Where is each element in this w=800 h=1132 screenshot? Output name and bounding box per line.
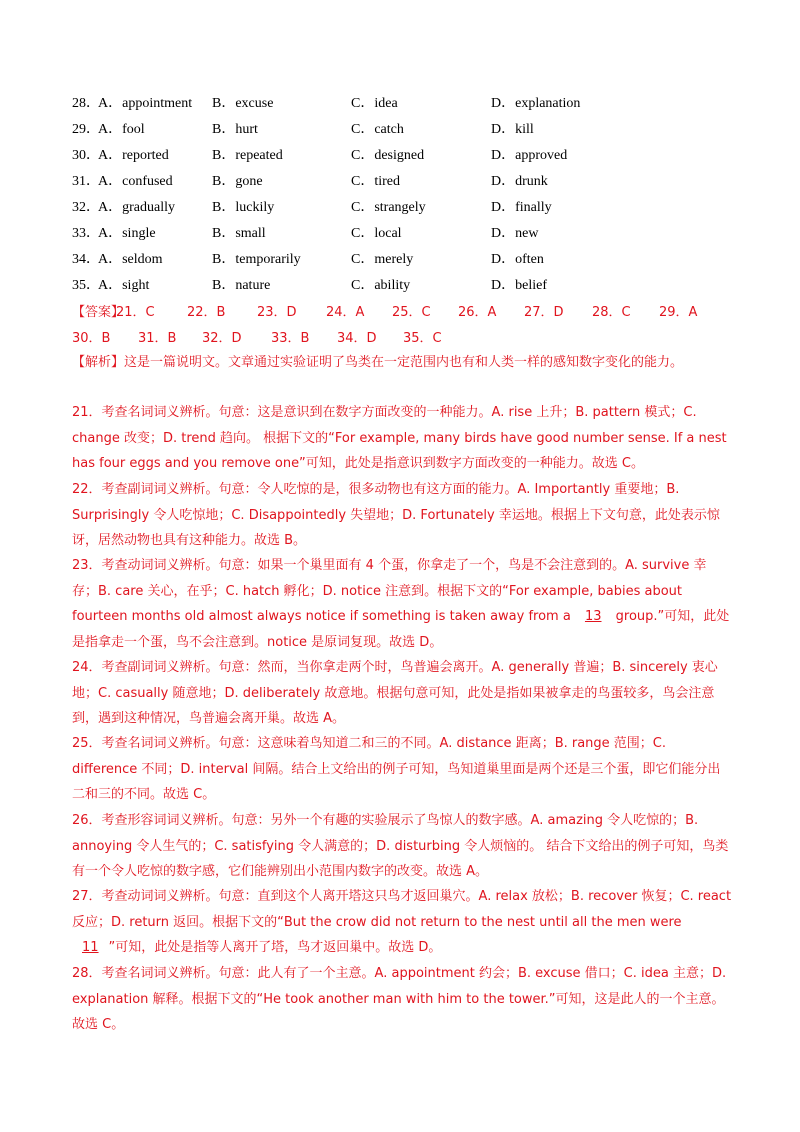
option-c: C．idea [351,96,398,111]
option-b: B．hurt [212,122,258,137]
question-row-29 [72,119,732,145]
option-b: B．excuse [212,96,274,111]
option-d: D．new [491,226,539,241]
explanation-21: 21．考查名词词义辨析。句意：这是意识到在数字方面改变的一种能力。A. rise 上升；B. pattern 模式；C. change 改变；D. trend 趋向。 根据下文的“For example, many birds have good number sense. If a nest has four eggs and you remove one”可知，此处是指意识到数字方面改变的一种能力。故选 C。 [72,405,727,471]
option-a: A．gradually [98,200,175,215]
option-a: A．single [98,226,156,241]
explanation-23-text: 23．考查动词词义辨析。句意：如果一个巢里面有 4 个蛋，你拿走了一个，鸟是不会注意到的。A. survive 幸存；B. care 关心，在乎；C. hatch 孵化；D. notice 注意到。根据下文的“For example, babies about fourteen months old almost always notice if something is taken away from a [72,558,707,624]
option-b: B．nature [212,278,271,293]
option-a: A．appointment [98,96,193,111]
answer-item: 24．A [326,305,365,320]
answer-item: 27．D [524,305,564,320]
option-c: C．ability [351,278,411,293]
question-row-31 [72,171,732,197]
question-row-32 [72,197,732,223]
question-row-34 [72,249,732,275]
answer-item: 23．D [257,305,297,320]
option-a: A．seldom [98,252,163,267]
analysis-label: 【解析】 [72,355,125,370]
question-number: 34． [72,252,100,267]
question-row-30 [72,145,732,171]
question-number: 28． [72,96,100,111]
answer-item: 26．A [458,305,497,320]
question-row-33 [72,223,732,249]
option-a: A．confused [98,174,173,189]
option-d: D．drunk [491,174,548,189]
option-c: C．local [351,226,402,241]
answer-item: 31．B [138,331,177,346]
option-d: D．explanation [491,96,581,111]
explanation-26: 26．考查形容词词义辨析。句意：另外一个有趣的实验展示了鸟惊人的数字感。A. amazing 令人吃惊的；B. annoying 令人生气的；C. satisfying 令人满意的；D. disturbing 令人烦恼的。 结合下文给出的例子可知，鸟类有一个令人吃惊的数字感，它们能辨别出小范围内数字的改变。故选 A。 [72,813,729,879]
option-a: A．sight [98,278,150,293]
option-d: D．kill [491,122,534,137]
option-c: C．catch [351,122,404,137]
option-b: B．temporarily [212,252,301,267]
option-d: D．often [491,252,544,267]
answer-item: 28．C [592,305,631,320]
answer-item: 34．D [337,331,377,346]
question-number: 31． [72,174,100,189]
analysis-intro-text: 这是一篇说明文。文章通过实验证明了鸟类在一定范围内也有和人类一样的感知数字变化的能力。 [124,355,684,370]
option-c: C．strangely [351,200,426,215]
option-c: C．tired [351,174,400,189]
question-number: 33． [72,226,100,241]
answer-item: 29．A [659,305,698,320]
explanation-28: 28．考查名词词义辨析。句意：此人有了一个主意。A. appointment 约会；B. excuse 借口；C. idea 主意；D. explanation 解释。根据下文的“He took another man with him to the tower.”可知，这是此人的一个主意。故选 C。 [72,966,727,1032]
option-b: B．small [212,226,266,241]
option-b: B．gone [212,174,263,189]
answer-item: 35．C [403,331,442,346]
question-number: 35． [72,278,100,293]
explanation-25: 25．考查名词词义辨析。句意：这意味着鸟知道二和三的不同。A. distance 距离；B. range 范围；C. difference 不同；D. interval 间隔。结合上文给出的例子可知，鸟知道巢里面是两个还是三个蛋，即它们能分出二和三的不同。故选 C。 [72,736,721,802]
answer-item: 25．C [392,305,431,320]
blank-number: 11 [82,940,99,955]
answer-item: 33．B [271,331,310,346]
answer-item: 21．C [116,305,155,320]
answer-item: 22．B [187,305,226,320]
explanation-27 [72,884,732,961]
answer-item: 32．D [202,331,242,346]
explanation-27-text-end: ”可知，此处是指等人离开了塔，鸟才返回巢中。故选 D。 [108,940,442,955]
option-a: A．fool [98,122,145,137]
question-row-28 [72,93,732,119]
explanation-23-text-end: group.”可知，此处是指拿走一个蛋，鸟不会注意到。notice 是原词复现。故选 D。 [72,609,730,650]
question-options-list [72,93,732,301]
explanation-27-text: 27．考查动词词义辨析。句意：直到这个人离开塔这只鸟才返回巢穴。A. relax 放松；B. recover 恢复；C. react 反应；D. return 返回。根据下文的“But the crow did not return to the nest until all the men were [72,889,732,930]
answer-item: 30．B [72,331,111,346]
option-d: D．approved [491,148,568,163]
option-c: C．merely [351,252,414,267]
explanation-22: 22．考查副词词义辨析。句意：令人吃惊的是，很多动物也有这方面的能力。A. Importantly 重要地；B. Surprisingly 令人吃惊地；C. Disappointedly 失望地；D. Fortunately 幸运地。根据上下文句意，此处表示惊讶，居然动物也具有这种能力。故选 B。 [72,482,720,548]
option-d: D．belief [491,278,547,293]
explanation-23 [72,553,732,655]
option-c: C．designed [351,148,425,163]
answer-key-row-2 [72,327,732,351]
question-number: 30． [72,148,100,163]
question-row-35 [72,275,732,301]
blank-number: 13 [584,609,602,624]
question-number: 32． [72,200,100,215]
answer-key-row-1 [72,301,732,325]
option-b: B．luckily [212,200,275,215]
option-a: A．reported [98,148,169,163]
option-b: B．repeated [212,148,283,163]
analysis-intro [72,350,732,376]
option-d: D．finally [491,200,552,215]
explanation-24: 24．考查副词词义辨析。句意：然而，当你拿走两个时，鸟普遍会离开。A. generally 普遍；B. sincerely 衷心地；C. casually 随意地；D. deliberately 故意地。根据句意可知，此处是指如果被拿走的鸟蛋较多，鸟会注意到，遇到这种情况，鸟普遍会离开巢。故选 A。 [72,660,718,726]
answer-label: 【答案】 [72,305,125,320]
question-number: 29． [72,122,100,137]
